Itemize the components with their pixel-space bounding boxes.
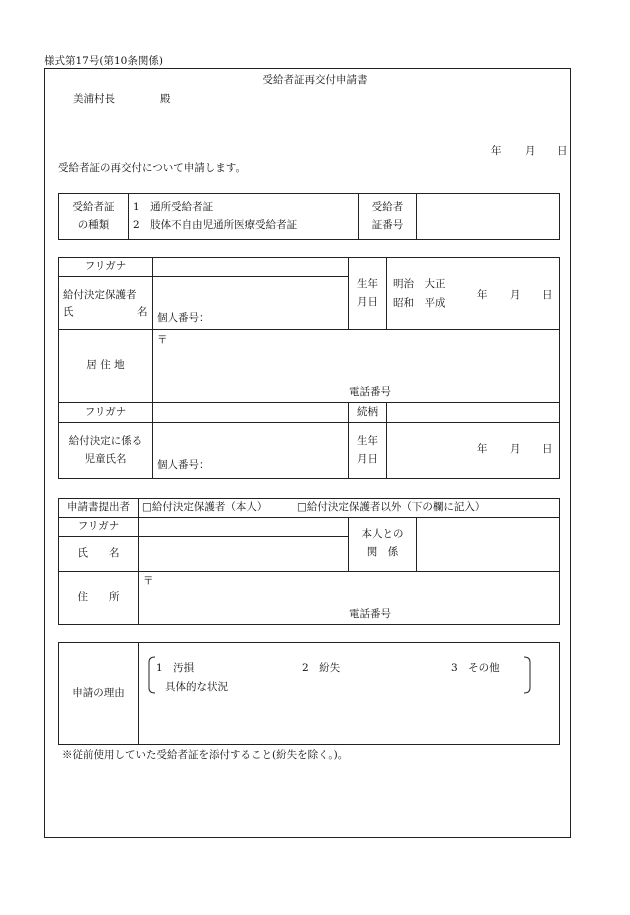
cert-type-label: 受給者証 の種類 bbox=[59, 194, 129, 240]
reason-table bbox=[58, 642, 560, 745]
applicant-postal-mark: 〒 bbox=[143, 574, 154, 587]
cert-type-table bbox=[58, 193, 560, 240]
guardian-personal-number-label: 個人番号： bbox=[157, 312, 210, 324]
child-furigana-field[interactable] bbox=[153, 403, 349, 423]
date-day-label: 日 bbox=[557, 145, 568, 157]
applicant-name-field[interactable] bbox=[139, 536, 349, 571]
residence-phone-label: 電話番号 bbox=[349, 386, 391, 398]
submitter-option-other[interactable]: □給付決定保護者以外（下の欄に記入） bbox=[297, 501, 486, 513]
submitter-label: 申請書提出者 bbox=[59, 499, 139, 518]
submitter-options bbox=[139, 499, 560, 518]
guardian-birth-label: 生年 月日 bbox=[349, 258, 387, 330]
child-birth-label: 生年 月日 bbox=[349, 423, 387, 479]
relation-field[interactable] bbox=[387, 403, 560, 423]
relation-label: 続柄 bbox=[349, 403, 387, 423]
cert-type-options bbox=[129, 194, 359, 240]
applicant-furigana-label: フリガナ bbox=[59, 517, 139, 536]
form-reference: 様式第17号(第10条関係) bbox=[44, 55, 163, 67]
applicant-table bbox=[58, 498, 560, 625]
residence-field[interactable] bbox=[153, 330, 560, 403]
child-birth-day-label: 日 bbox=[542, 443, 553, 455]
cert-number-field[interactable] bbox=[417, 194, 560, 240]
child-birth-month-label: 月 bbox=[510, 443, 521, 455]
reason-option-3[interactable]: 3 その他 bbox=[451, 662, 500, 674]
child-birth-field[interactable] bbox=[387, 423, 560, 479]
reason-option-1[interactable]: 1 汚損 bbox=[156, 662, 195, 674]
date-year-label: 年 bbox=[491, 145, 502, 157]
child-birth-year-label: 年 bbox=[477, 443, 488, 455]
cert-option-2[interactable]: 2 肢体不自由児通所医療受給者証 bbox=[133, 218, 298, 231]
era-option-1: 明治 大正 bbox=[393, 278, 446, 290]
reason-label: 申請の理由 bbox=[59, 643, 139, 745]
applicant-phone-label: 電話番号 bbox=[349, 607, 391, 620]
right-bracket-icon bbox=[522, 656, 532, 694]
cert-option-1[interactable]: 1 通所受給者証 bbox=[133, 200, 214, 213]
date-month-label: 月 bbox=[525, 145, 536, 157]
form-title: 受給者証再交付申請書 bbox=[262, 74, 368, 86]
child-name-field[interactable] bbox=[153, 423, 349, 479]
residence-label: 居 住 地 bbox=[59, 330, 153, 403]
child-name-label: 給付決定に係る 児童氏名 bbox=[59, 423, 153, 479]
child-furigana-label: フリガナ bbox=[59, 403, 153, 423]
reason-detail-label: 具体的な状況 bbox=[165, 681, 228, 693]
guardian-name-label: 給付決定保護者 氏 名 bbox=[59, 277, 153, 330]
addressee-village: 美浦村長 bbox=[73, 93, 115, 105]
birth-day-label: 日 bbox=[542, 289, 553, 301]
guardian-furigana-field[interactable] bbox=[153, 258, 349, 277]
applicant-furigana-field[interactable] bbox=[139, 517, 349, 536]
guardian-furigana-label: フリガナ bbox=[59, 258, 153, 277]
era-option-2: 昭和 平成 bbox=[393, 297, 446, 309]
reason-option-2[interactable]: 2 紛失 bbox=[302, 662, 341, 674]
applicant-relation-field[interactable] bbox=[417, 517, 560, 571]
applicant-address-label: 住 所 bbox=[59, 571, 139, 624]
birth-year-label: 年 bbox=[477, 289, 488, 301]
applicant-address-field[interactable] bbox=[139, 571, 560, 624]
guardian-birth-field[interactable] bbox=[387, 258, 560, 330]
residence-postal-mark: 〒 bbox=[157, 334, 168, 346]
intro-text: 受給者証の再交付について申請します。 bbox=[58, 162, 246, 174]
applicant-relation-label: 本人との 関 係 bbox=[349, 517, 417, 571]
guardian-table bbox=[58, 257, 560, 479]
reason-field[interactable] bbox=[139, 643, 560, 745]
submitter-option-self[interactable]: □給付決定保護者（本人） bbox=[142, 501, 268, 513]
birth-month-label: 月 bbox=[510, 289, 521, 301]
cert-number-label: 受給者 証番号 bbox=[359, 194, 417, 240]
footnote: ※従前使用していた受給者証を添付すること(紛失を除く。)。 bbox=[62, 749, 349, 761]
child-personal-number-label: 個人番号： bbox=[157, 459, 210, 471]
addressee-honorific: 殿 bbox=[160, 93, 171, 105]
guardian-name-field[interactable] bbox=[153, 277, 349, 330]
applicant-name-label: 氏 名 bbox=[59, 536, 139, 571]
